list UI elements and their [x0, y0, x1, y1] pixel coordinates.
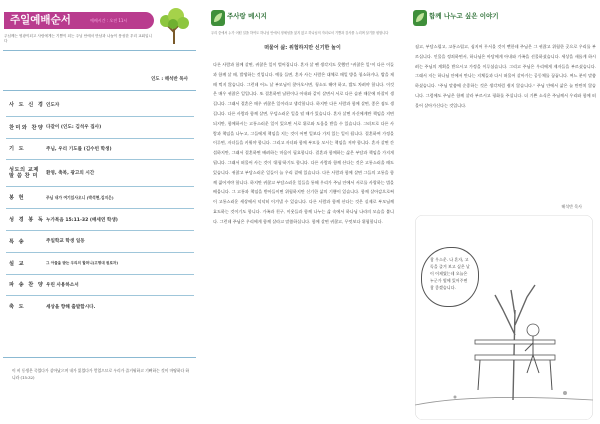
message-subheading: 우리 중에서 누가 어떤 일을 하여도 하나님 안에서 정체성을 잃지 않고 하나님의 자녀로서 기쁨과 감사를 누리며 살기를 원합니다 [211, 31, 389, 35]
leaf-icon [211, 10, 225, 26]
message-column [205, 0, 400, 424]
order-value: 누가복음 15:11-32 (배세연 학생) [46, 217, 118, 223]
sharing-body: 짐고, 부담스럽고, 고통스럽고, 심지어 무서울 것이 뻔한데 주님은 그 귀찮고 위험한 곳으로 우리를 부르십니다. 인물을 정죄하면서, 하나님은 아담에게 아내와 가족을 선물하셨습니다. 세상을 새롭게 하시려는 주님의 계획을 받으시고 가정을 이루셨습니다. 그리고 주님은 우리에게 제자들을 부르셨습니다. 그래서 저는 하나님 안에서 만나는 지체들과 다시 떠물어 살아가는 공동체를 꿈꿉니다. 여느 분이 말씀하셨습니다. "주님 말씀에 순종하는 것은 생각처럼 쉽지 않습니다." 주님 안에서 삶은 늘 만만치 않습니다. 그럼에도 주님은 함께 살라 부르시고 평화를 주십니다. 더 기쁜 소식은 주님께서 우리와 함께 떠물어 살아가신다는 것입니다. [415, 44, 596, 108]
order-value: 환영, 축복, 광고의 시간 [46, 171, 95, 177]
sharing-header [407, 10, 600, 38]
order-label: 축 도 [9, 304, 26, 311]
order-label: 찬미와 찬양 [9, 124, 45, 131]
closing-verse: 이 비 동생은 죽었다가 살아났으며 내가 잃었다가 얻었으므로 우리가 즐거워하고 기뻐하는 것이 마땅하다 하니라 (15:32) [12, 368, 190, 380]
order-label: 성 경 봉 독 [9, 217, 45, 224]
order-label: 봉 헌 [9, 195, 26, 202]
order-row [6, 274, 194, 296]
pastor-signature: 해석반 목사 [561, 204, 582, 209]
order-value: 그 아들을 받는 우리의 할머니(고명대 원로자) [46, 260, 119, 265]
service-time: 예배시간 : 오전 11시 [90, 18, 128, 23]
service-header [4, 2, 194, 47]
message-header [205, 10, 400, 38]
order-row [6, 186, 194, 208]
order-row [6, 230, 194, 252]
order-value: 세상을 향해 출발합시다. [46, 304, 96, 310]
order-label: 설 교 [9, 260, 26, 267]
order-bottom-divider [3, 357, 196, 358]
leaf-icon [413, 10, 427, 26]
order-label: 사 도 신 경 [9, 102, 45, 109]
order-label: 파 송 찬 양 [9, 282, 45, 289]
order-value: 인도자 [46, 102, 60, 108]
order-row [6, 159, 194, 186]
order-row [6, 94, 194, 116]
sermon-title: 떠물어 삶: 위험하지만 신기한 놀이 [264, 45, 341, 51]
order-top-divider [3, 90, 196, 91]
speech-bubble: 참 우스운. 나 혼자, 고독을 즐겨 보고 싶은 날이 어제였는데 오늘은 누군가 옆에 있어주면 참 좋겠습니다. [421, 247, 479, 307]
order-row [6, 138, 194, 160]
order-row [6, 208, 194, 230]
order-value: 다같이 (인도: 김석우 집사) [46, 125, 102, 131]
order-label: 특 송 [9, 238, 26, 245]
order-value: 주님, 우리 기도를 (김수빈 학생) [46, 146, 112, 152]
order-value: 우린 사용하소서 [46, 282, 79, 288]
order-label: 기 도 [9, 146, 26, 153]
order-row [6, 116, 194, 138]
service-title: 주일예배순서 [10, 14, 71, 26]
order-label: 성도의 교제 말 씀 찬 미 [9, 166, 39, 180]
order-value: 주일학교 학생 일동 [46, 239, 85, 245]
order-row [6, 252, 194, 274]
sharing-title-heading: 함께 나누고 싶은 이야기 [429, 12, 499, 20]
order-list [6, 94, 194, 317]
preacher-label: 인도 : 해석반 목사 [151, 77, 188, 82]
tree-icon [154, 6, 194, 46]
sharing-column [407, 0, 600, 424]
header-divider [3, 50, 196, 51]
order-of-service-column [0, 0, 198, 424]
message-title-heading: 주사랑 메시지 [227, 12, 267, 20]
order-value: 주님 내가 여기있사오니 (박석현,김지은) [46, 194, 114, 200]
bench-illustration [415, 215, 593, 420]
order-row [6, 295, 194, 317]
header-note: 주님께는 영광이되고 사람에게는 기쁨이 되는 주님 안에서 만남과 나눔이 풍성한 우리 교회입니다 [4, 34, 152, 43]
sermon-body: 다른 사람과 함께 살면, 귀찮은 일이 벌어집니다. 혼자 살 땐 생각지도 못했던 "귀찮은 일"이 다른 이들과 함께 살 때, 발생하는 것입니다. 예를 들면, 혼자 사는 사람은 대체로 매일 방을 청소하거나, 밥을 제때 먹지 않습니다. 그런데 어느 날 부모님이 찾아오시면, 청소도 해야 하고, 밥도 차려야 합니다. 이것은 매우 귀찮은 일입니다. 또 결혼하면 남편이나 아내와 같이 살면서 서로 다른 습관 때문에 마찰이 생깁니다. 그래서 결혼은 매우 귀찮은 일이라고 생각합니다. 하지만 다른 사람과 함께 살면, 좋은 점도 생깁니다. 다른 사람과 함께 살면, 무덤스러운 일을 덜 때가 있습니다. 혼자 살면 자신에게만 책임을 지면 되지만, 함께하시는 고통스러운 일이 있으면 서로 위로와 도움을 받을 수 있습니다. 그러므로 다른 사람과 책임을 나누고, 그들에게 책임을 지는 것이 어떤 일보다 가치 있는 일이 됩니다. 결혼하여 가정을 이루면, 자녀들을 키워야 합니다. 그리고 자녀와 함께 부모를 모시는 책임을 져야 합니다. 혼자 살면 간섭하지만, 그래서 결혼하면 배려하는 마음이 필요합니다. 결혼과 함께하는 삶은 부담과 책임을 가지게 됩니다. 그래서 떠물어 사는 것이 '위험'하기도 합니다. 다른 사람과 함께 산다는 것은 고통스러울 때도 있습니다. 귀찮고 부담스러운 일들이 늘 우리 곁에 있습니다. 다른 사람과 함께 살면 그들의 고통을 함께 짊어져야 합니다. 하지만 귀찮고 부담스러운 일들을 통해 우리가 주님 안에서 서로를 사랑하는 법을 배웁니다. 그 고통과 책임을 받아들이면 위험하지만 신기한 삶의 기쁨이 있습니다. 함께 살아감으로써 이 고통스러운 세상에서 넉넉히 이겨낼 수 있습니다. 다른 사람과 함께 산다는 것은 실제로 부모님께 효도하는 것이기도 합니다. 가족과 친구, 이웃들과 함께 나누는 삶 속에서 하나님 나라의 모습을 봅니다. 그런데 주님은 우리에게 함께 살라고 말씀하십니다. 함께 살면 귀찮고, 무엇보다 위험합니다. [213, 62, 394, 224]
